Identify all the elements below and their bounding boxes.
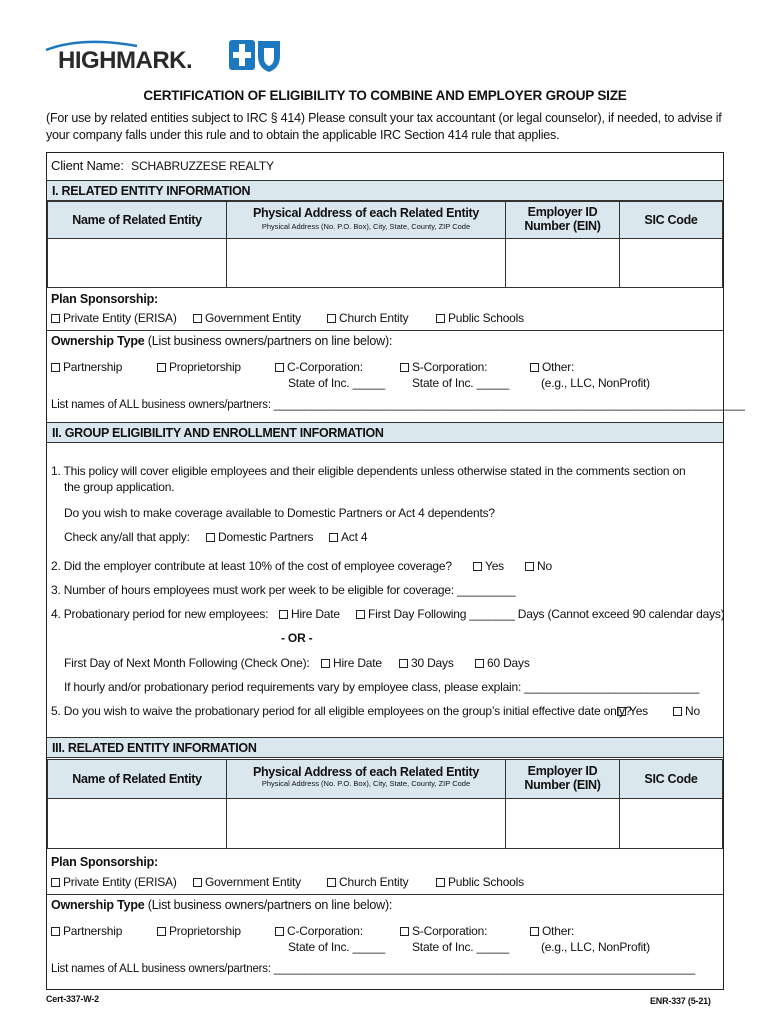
checkbox[interactable] (157, 927, 166, 936)
col-address-header (226, 201, 506, 239)
footer-form-code: Cert-337-W-2 (46, 994, 99, 1004)
checkbox[interactable] (321, 659, 330, 668)
q5-yes[interactable]: Yes (617, 704, 648, 718)
checkbox[interactable] (193, 314, 202, 323)
or-separator: - OR - (281, 631, 313, 645)
checkbox[interactable] (530, 927, 539, 936)
own-scorp-3[interactable]: S-Corporation: (400, 924, 487, 938)
client-name-row (51, 158, 274, 173)
own-proprietorship-3[interactable]: Proprietorship (157, 924, 241, 938)
col-sic-header: SIC Code (619, 201, 723, 239)
plan-option-private-3[interactable]: Private Entity (ERISA) (51, 875, 177, 889)
checkbox[interactable] (399, 659, 408, 668)
checkbox[interactable] (51, 878, 60, 887)
certification-form (46, 152, 745, 990)
blue-cross-icon (229, 40, 255, 70)
intro-text: (For use by related entities subject to IRC § 414) Please consult your tax accountant (or legal counselor), if needed, to advise if your company falls under this rule and to obtain the applicable IRC Section 414 rule that applies. (46, 111, 722, 142)
checkbox[interactable] (275, 363, 284, 372)
checkbox[interactable] (329, 533, 338, 542)
checkbox[interactable] (51, 927, 60, 936)
q4b-text: First Day of Next Month Following (Check One): (64, 656, 310, 670)
own-other-example-3: (e.g., LLC, NonProfit) (541, 940, 650, 954)
q5-no[interactable]: No (673, 704, 700, 718)
checkbox[interactable] (206, 533, 215, 542)
checkbox[interactable] (436, 314, 445, 323)
own-scorp-state[interactable]: State of Inc. _____ (412, 376, 509, 390)
logo-text: HIGHMARK. (58, 47, 193, 74)
checkbox[interactable] (275, 927, 284, 936)
checkbox[interactable] (525, 562, 534, 571)
footer-revision-code: ENR-337 (5-21) (650, 996, 711, 1006)
entity-name-cell-3[interactable] (47, 798, 227, 849)
col-sic-header-3: SIC Code (619, 759, 723, 799)
section-3-heading: III. RELATED ENTITY INFORMATION (47, 737, 723, 758)
entity-address-cell-3[interactable] (226, 798, 506, 849)
ownership-type-label-3: Ownership Type (List business owners/partners on line below): (51, 898, 393, 912)
own-other-example: (e.g., LLC, NonProfit) (541, 376, 650, 390)
checkbox[interactable] (436, 878, 445, 887)
plan-sponsorship-label: Plan Sponsorship: (51, 292, 159, 306)
own-partnership-3[interactable]: Partnership (51, 924, 122, 938)
opt-act4[interactable]: Act 4 (329, 530, 367, 544)
col-address-header-3 (226, 759, 506, 799)
checkbox[interactable] (51, 314, 60, 323)
col-address-subtitle-3: Physical Address (No. P.O. Box), City, State, County, ZIP Code (261, 779, 471, 788)
checkbox[interactable] (475, 659, 484, 668)
q4-first-day-following[interactable]: First Day Following _______ Days (Cannot exceed 90 calendar days) (356, 607, 725, 621)
entity-ein-cell[interactable] (505, 238, 620, 288)
q2-no[interactable]: No (525, 559, 552, 573)
checkbox[interactable] (279, 610, 288, 619)
own-other-3[interactable]: Other: (530, 924, 574, 938)
col-address-subtitle: Physical Address (No. P.O. Box), City, State, County, ZIP Code (261, 222, 471, 231)
checkbox[interactable] (400, 363, 409, 372)
plan-option-government[interactable]: Government Entity (193, 311, 301, 325)
q1-check-label: Check any/all that apply: (64, 530, 190, 544)
checkbox[interactable] (356, 610, 365, 619)
q1-line3: Do you wish to make coverage available to Domestic Partners or Act 4 dependents? (64, 506, 495, 520)
q4b-30-days[interactable]: 30 Days (399, 656, 454, 670)
checkbox[interactable] (327, 314, 336, 323)
blue-shield-icon (258, 41, 280, 72)
own-ccorp-3[interactable]: C-Corporation: (275, 924, 363, 938)
checkbox[interactable] (51, 363, 60, 372)
owners-line[interactable]: List names of ALL business owners/partners: ____________________________________________________________________________ (51, 399, 745, 411)
q2-yes[interactable]: Yes (473, 559, 504, 573)
col-name-header: Name of Related Entity (47, 201, 227, 239)
own-other[interactable]: Other: (530, 360, 574, 374)
plan-sponsorship-label-3: Plan Sponsorship: (51, 855, 159, 869)
q4-hire-date[interactable]: Hire Date (279, 607, 340, 621)
entity-ein-cell-3[interactable] (505, 798, 620, 849)
entity-sic-cell-3[interactable] (619, 798, 723, 849)
q1-line1: 1. This policy will cover eligible employees and their eligible dependents unless otherwise stated in the comments section on (51, 464, 686, 478)
q2-text: 2. Did the employer contribute at least 10% of the cost of employee coverage? (51, 559, 452, 573)
checkbox[interactable] (617, 707, 626, 716)
plan-option-government-3[interactable]: Government Entity (193, 875, 301, 889)
q4c-text[interactable]: If hourly and/or probationary period requirements vary by employee class, please explain: ___________________________ (64, 680, 700, 694)
own-proprietorship[interactable]: Proprietorship (157, 360, 241, 374)
own-ccorp-state-3[interactable]: State of Inc. _____ (288, 940, 385, 954)
own-scorp-state-3[interactable]: State of Inc. _____ (412, 940, 509, 954)
checkbox[interactable] (193, 878, 202, 887)
highmark-logo (42, 38, 282, 74)
col-address-title: Physical Address of each Related Entity (252, 206, 480, 220)
col-name-header-3: Name of Related Entity (47, 759, 227, 799)
plan-option-church-3[interactable]: Church Entity (327, 875, 408, 889)
section-1-heading: I. RELATED ENTITY INFORMATION (47, 180, 723, 201)
own-partnership[interactable]: Partnership (51, 360, 122, 374)
own-scorp[interactable]: S-Corporation: (400, 360, 487, 374)
plan-option-public-schools-3[interactable]: Public Schools (436, 875, 524, 889)
checkbox[interactable] (673, 707, 682, 716)
col-ein-header-3: Employer ID Number (EIN) (505, 759, 620, 799)
owners-line-3[interactable]: List names of ALL business owners/partners: ____________________________________________________________________ (51, 963, 696, 975)
plan-option-public-schools[interactable]: Public Schools (436, 311, 524, 325)
checkbox[interactable] (530, 363, 539, 372)
plan-option-church[interactable]: Church Entity (327, 311, 408, 325)
entity-sic-cell[interactable] (619, 238, 723, 288)
client-name-label: Client Name: (51, 158, 124, 173)
client-name-value[interactable]: SCHABRUZZESE REALTY (131, 159, 274, 173)
section-2-heading: II. GROUP ELIGIBILITY AND ENROLLMENT INFORMATION (47, 422, 723, 443)
q4b-hire-date[interactable]: Hire Date (321, 656, 382, 670)
col-ein-header: Employer ID Number (EIN) (505, 201, 620, 239)
entity-name-cell[interactable] (47, 238, 227, 288)
q3-text[interactable]: 3. Number of hours employees must work per week to be eligible for coverage: _________ (51, 583, 516, 597)
ownership-type-label: Ownership Type (List business owners/partners on line below): (51, 334, 393, 348)
entity-address-cell[interactable] (226, 238, 506, 288)
q1-line2: the group application. (64, 480, 175, 494)
checkbox[interactable] (157, 363, 166, 372)
own-ccorp-state[interactable]: State of Inc. _____ (288, 376, 385, 390)
q4-text: 4. Probationary period for new employees: (51, 607, 269, 621)
q5-text: 5. Do you wish to waive the probationary period for all eligible employees on the group’s initial effective date only? (51, 704, 632, 718)
plan-option-private[interactable]: Private Entity (ERISA) (51, 311, 177, 325)
checkbox[interactable] (327, 878, 336, 887)
q4b-60-days[interactable]: 60 Days (475, 656, 530, 670)
page-title: CERTIFICATION OF ELIGIBILITY TO COMBINE AND EMPLOYER GROUP SIZE (143, 88, 627, 103)
own-ccorp[interactable]: C-Corporation: (275, 360, 363, 374)
checkbox[interactable] (400, 927, 409, 936)
col-address-title-3: Physical Address of each Related Entity (252, 765, 480, 779)
opt-domestic-partners[interactable]: Domestic Partners (206, 530, 313, 544)
checkbox[interactable] (473, 562, 482, 571)
